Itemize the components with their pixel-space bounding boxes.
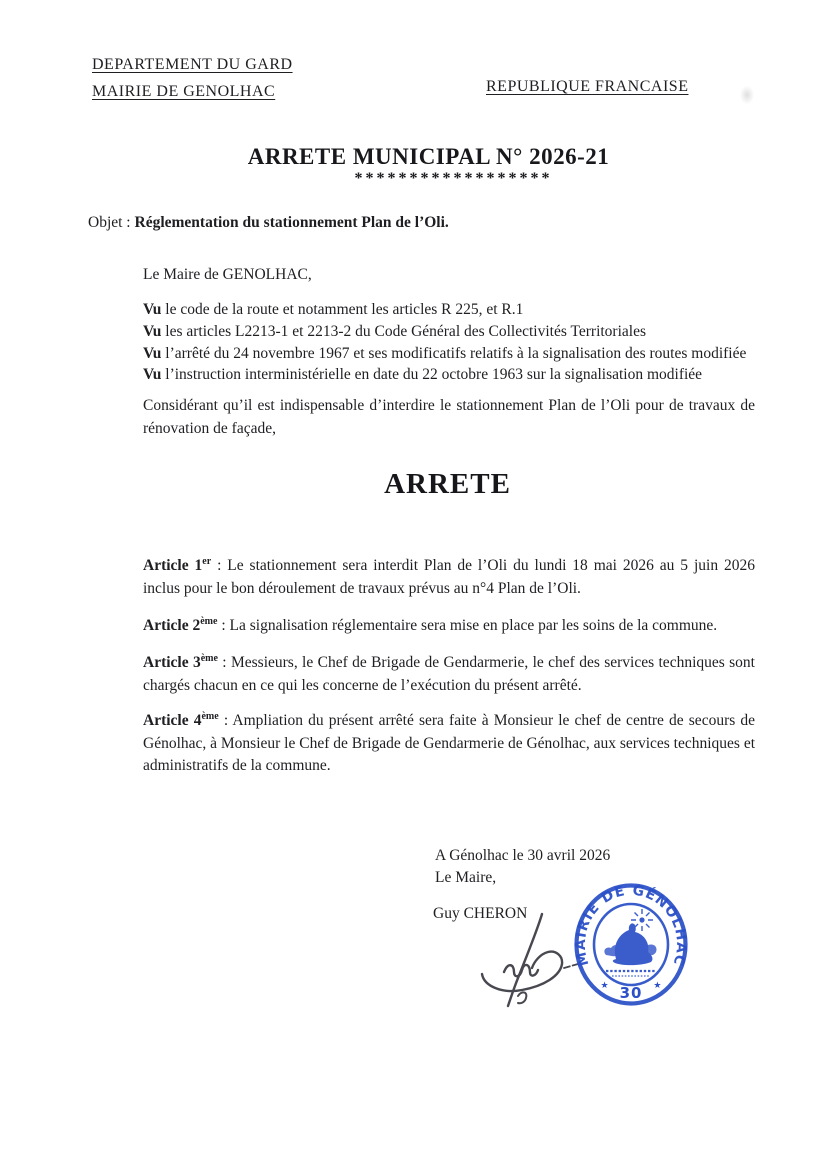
article-3-label: Article 3ème [143, 652, 218, 671]
vu-prefix: Vu [143, 301, 162, 318]
vu-text: les articles L2213-1 et 2213-2 du Code Général des Collectivités Territoriales [165, 322, 646, 340]
article-1-label: Article 1er [143, 555, 212, 574]
article-2-separator: : [217, 617, 230, 634]
vu-prefix: Vu [143, 344, 162, 362]
vu-item [143, 321, 773, 343]
article-3-ordinal: ème [200, 652, 218, 664]
stamp-emblem-icon [604, 909, 656, 976]
vu-item [143, 364, 773, 386]
subject-line [88, 214, 449, 232]
signer-title: Le Maire, [435, 869, 497, 886]
article-1-ordinal: er [202, 555, 212, 567]
place-and-date: A Génolhac le 30 avril 2026 [435, 847, 611, 864]
article-1-separator: : [211, 557, 228, 574]
salutation: Le Maire de GENOLHAC, [143, 266, 312, 283]
vu-text: le code de la route et notamment les articles R 225, et R.1 [165, 301, 524, 318]
considerant-paragraph: Considérant qu’il est indispensable d’interdire le stationnement Plan de l’Oli pour de travaux de rénovation de façade, [143, 397, 755, 437]
vu-item [143, 343, 773, 365]
article-2-label: Article 2ème [143, 615, 218, 634]
municipal-stamp-icon [572, 881, 690, 1008]
article-2 [143, 615, 755, 638]
article-4-separator: : [218, 712, 233, 729]
article-3-separator: : [217, 654, 231, 671]
vu-block [143, 299, 773, 386]
vu-text: l’arrêté du 24 novembre 1967 et ses modificatifs relatifs à la signalisation des routes modifiée [165, 344, 747, 362]
signer-name: Guy CHERON [433, 905, 528, 922]
subject-label: Objet : [88, 214, 135, 231]
article-4 [143, 710, 755, 778]
vu-prefix: Vu [143, 322, 162, 340]
article-1 [143, 555, 755, 600]
article-4-label: Article 4ème [143, 710, 219, 729]
article-3 [143, 652, 755, 697]
article-1-text: Le stationnement sera interdit Plan de l’Oli du lundi 18 mai 2026 au 5 juin 2026 inclus pour le bon déroulement de travaux prévus au n°4 Plan de l’Oli. [143, 557, 755, 597]
vu-item [143, 299, 773, 321]
article-4-ordinal: ème [201, 710, 219, 722]
header-left-block [92, 51, 293, 105]
scan-smudge-artifact [737, 82, 757, 108]
mairie-line: MAIRIE DE GENOLHAC [92, 83, 276, 100]
decree-heading: ARRETE [384, 468, 511, 500]
document-title: ARRETE MUNICIPAL N° 2026-21 [247, 144, 610, 169]
stamp-star-right: ★ [653, 981, 662, 991]
title-separator-stars: ****************** [354, 170, 553, 187]
article-2-text: La signalisation réglementaire sera mise en place par les soins de la commune. [229, 617, 718, 634]
article-4-text: Ampliation du présent arrêté sera faite à Monsieur le chef de centre de secours de Génolhac, à Monsieur le Chef de Brigade de Gendarmerie de Génolhac, aux services techniques et administratifs de la commune. [143, 712, 756, 774]
vu-prefix: Vu [143, 366, 162, 384]
vu-text: l’instruction interministérielle en date du 22 octobre 1963 sur la signalisation modifiée [165, 366, 703, 384]
stamp-department-number: 30 [619, 984, 643, 1002]
department-line: DEPARTEMENT DU GARD [92, 56, 293, 73]
signature-scribble-icon [468, 910, 586, 1010]
article-2-ordinal: ème [200, 615, 218, 627]
stamp-arc-text: MAIRIE DE GÉNOLHAC [572, 882, 690, 969]
republique-line: REPUBLIQUE FRANCAISE [486, 78, 689, 95]
subject-value: Réglementation du stationnement Plan de l’Oli. [134, 214, 449, 231]
stamp-star-left: ★ [600, 981, 609, 991]
article-3-text: Messieurs, le Chef de Brigade de Gendarmerie, le chef des services techniques sont chargés chacun en ce qui les concerne de l’exécution du présent arrêté. [143, 654, 755, 694]
